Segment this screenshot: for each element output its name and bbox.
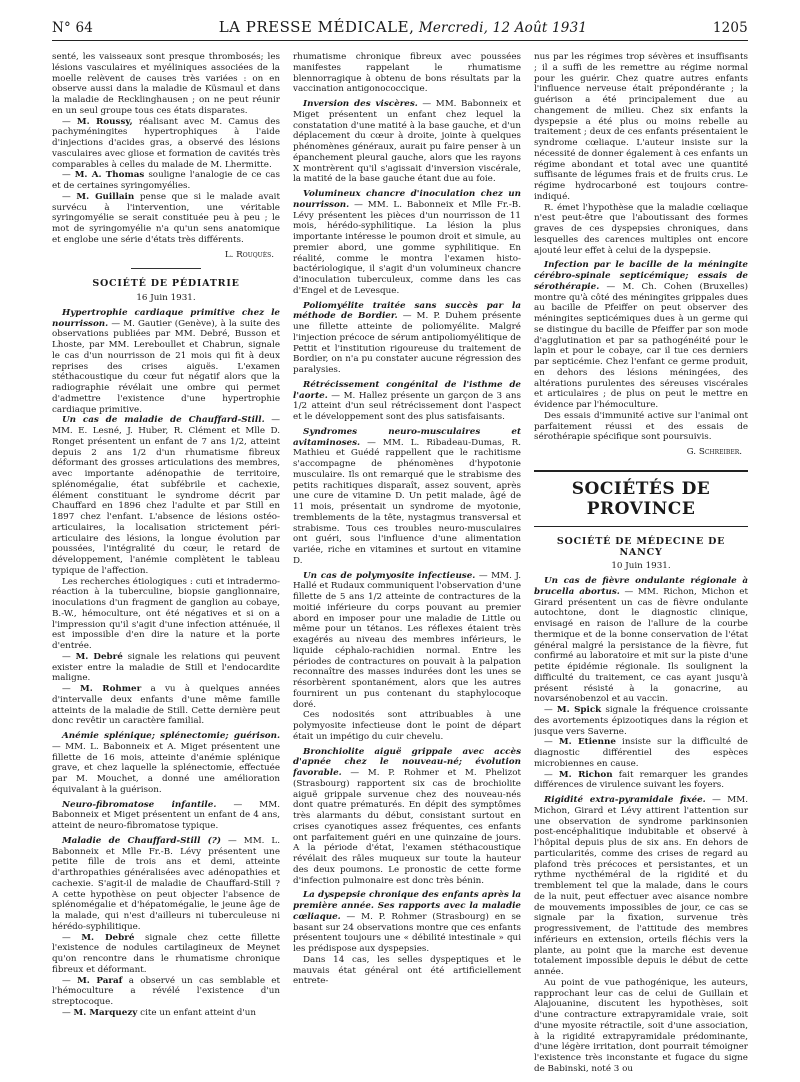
paragraph: R. émet l'hypothèse que la maladie cœliaque n'est peut-être que l'aboutissant des formes graves de ces dyspepsies chroniques, dans lesquelles des carences multiples ont encore ajouté leur effet à celui de la dyspepsie. (534, 202, 748, 256)
paragraph: Ces nodosités sont attribuables à une polymyosite infectieuse dont le point de départ était un impétigo du cuir chevelu. (293, 710, 521, 742)
paragraph: — M. Debré signale chez cette fillette l'existence de nodules cartilagineux de Meynet qu'on rencontre dans le rhumatisme chronique fibreux et déformant. (52, 932, 280, 975)
section-heading: SOCIÉTÉ DE PÉDIATRIE (92, 278, 240, 290)
author-name: M. Spick (556, 705, 602, 715)
paragraph: nus par les régimes trop sévères et insuffisants ; il a suffi de les remettre au régime normal pour les guérir. Chez quatre autres enfants l'influence nerveuse était prépondérante ; la guérison a été principalement due au changement de milieu. Chez six enfants la dyspepsie a été plus ou moins rebelle au traitement ; deux de ces enfants présentaient le syndrome cœliaque. L'auteur insiste sur la nécessité de donner également à ces enfants un régime abondant et total avec une quantité suffisante de légumes frais et de fruits crus. Le régime hydrocarboné est toujours contre-indiqué. (534, 52, 748, 202)
paragraph-text: signale chez cette fillette l'existence de nodules cartilagineux de Meynet qu'on rencontre dans le rhumatisme chronique fibreux et déformant. (52, 932, 280, 975)
article (293, 747, 521, 887)
article-text: — MM. Richon, Michon et Girard présentent un cas de fièvre ondulante autochtone, dont le diagnostic clinique, envisagé en raison de l'allure de la courbe thermique et de la bonne conservation de l'état général malgré la persistance de la fièvre, fut confirmé au laboratoire et mit sur la piste d'une petite épidémie régionale. Ils soulignent la difficulté du traitement, ce cas ayant jusqu'à présent résisté à la gonacrine, au novarsénobenzol et au vaccin. (534, 586, 748, 705)
section-date: 16 Juin 1931. (136, 293, 196, 303)
article-title: Un cas de maladie de Chauffard-Still. (62, 415, 265, 426)
article-text: — MM. Babonneix et Miget présentent un enfant de 4 ans, atteint de neuro-fibromatose typique. (52, 799, 280, 831)
article-title: Poliomyélite traitée sans succès par la méthode de Bordier. (293, 300, 521, 322)
author-name: M. Roussy, (76, 116, 133, 127)
paragraph-text: fait remarquer les grandes différences de virulence suivant les foyers. (534, 769, 748, 791)
article (52, 800, 280, 832)
article-title: Un cas de polymyosite infectieuse. (303, 570, 476, 581)
paragraph-text: insiste sur la difficulté de diagnostic différentiel des espèces microbiennes en cause. (534, 737, 748, 769)
article-title: Un cas de fièvre ondulante régionale à brucella abortus. (534, 576, 748, 597)
article-title: Hypertrophie cardiaque primitive chez le nourrisson. (52, 307, 280, 329)
article-title: Anémie splénique; splénectomie; guérison. (62, 731, 280, 741)
signature: G. Schreiber. (686, 447, 742, 457)
page-number: N° 64 (52, 20, 94, 36)
page-header (52, 18, 748, 41)
article (52, 836, 280, 933)
journal-masthead (219, 18, 587, 36)
article-title: Infection par le bacille de la méningite cérébro-spinale septicémique; essais de sérothérapie. (534, 260, 748, 292)
article-title: Maladie de Chauffard-Still (?) (62, 835, 222, 846)
paragraph: Les recherches étiologiques : cuti et intradermo-réaction à la tuberculine, biopsie ganglionnaire, inoculations d'un fragment de ganglion au cobaye, B.-W., hémoculture, ont été négatives et si on a l'impression qu'il s'agit d'une infection atténuée, il est impossible d'en dire la nature et la porte d'entrée. (52, 576, 280, 651)
article-text: — M. P. Duhem présente une fillette atteinte de poliomyélite. Malgré l'injection précoce de sérum antipoliomyélitique de Pettit et l'institution rigoureuse du traitement de Bordier, on n'a pu constater aucune régression des paralysies. (293, 311, 521, 375)
paragraph-text: signale la fréquence croissante des avortements épizootiques dans la région et jusque vers Saverne. (534, 705, 748, 737)
author-name: M. Debré (75, 651, 123, 662)
author-name: M. Paraf (77, 975, 123, 986)
author-name: M. Guillain (76, 191, 135, 202)
paragraph-text: cite un enfant atteint d'un (137, 1007, 257, 1018)
paragraph: Des essais d'immunité active sur l'animal ont parfaitement réussi et des essais de sérothérapie spécifique sont poursuivis. (534, 410, 748, 443)
section-heading: SOCIÉTÉ DE MÉDECINE DE NANCY (556, 535, 726, 558)
paragraph: — M. Paraf a observé un cas semblable et l'hémoculture a révélé l'existence d'un streptocoque. (52, 975, 280, 1007)
article (52, 415, 280, 576)
divider (131, 268, 201, 269)
paragraph: Dans 14 cas, les selles dyspeptiques et le mauvais état général ont été artificiellement entrete- (293, 954, 521, 987)
author-name: M. Debré (81, 932, 135, 943)
paragraph-text: a vu à quelques années d'intervalle deux enfants d'une même famille atteints de la maladie de Still. Cette dernière peut donc revêtir un caractère familial. (52, 684, 280, 727)
signature: L. Rouquès. (224, 249, 274, 260)
article (293, 427, 521, 567)
article (293, 571, 521, 711)
article-text: — MM. Babonneix et Miget présentent un enfant chez lequel la constatation d'une matité à la base gauche, et d'un déplacement du cœur à droite, jointe à quelques phénomènes généraux, aurait pu faire penser à un épanchement pleural gauche, alors que les rayons X montrèrent qu'il s'agissait d'inversion viscérale, la matité de la base gauche étant due au foie. (293, 99, 521, 185)
journal-title: LA PRESSE MÉDICALE, (218, 18, 415, 36)
article-title: Volumineux chancre d'inoculation chez un nourrisson. (293, 189, 521, 210)
article-text: — M. P. Rohmer (Strasbourg) en se basant sur 24 observations montre que ces enfants présentent toujours une « débilité intestinale » qui les prédispose aux dyspepsies. (293, 911, 521, 954)
paragraph: — M. Roussy, réalisant avec M. Camus des pachyméningites hypertrophiques à l'aide d'injections d'acides gras, a observé des lésions vasculaires avec gliose et formation de cavités très comparables à celles du malade de M. Lhermitte. (52, 116, 280, 170)
author-name: M. Marquezy (73, 1007, 138, 1018)
article-text: — MM. E. Lesné, J. Huber, R. Clément et Mlle D. Ronget présentent un enfant de 7 ans 1/2, atteint depuis 2 ans 1/2 d'un rhumatisme fibreux déformant des grosses articulations des membres, avec importante adénopathie de territoire, splénomégalie, état subfébrile et cachexie, élément constituant le syndrome décrit par Chauffard en 1896 chez l'adulte et par Still en 1897 chez l'enfant. L'absence de lésions ostéo-articulaires, la localisation strictement péri-articulaire des lésions, la longue évolution par poussées, l'intégralité du cœur, le retard de développement, l'anémie complètent le tableau typique de l'affection. (52, 415, 280, 576)
column-2 (293, 52, 521, 1072)
article-title: Inversion des viscères. (303, 99, 418, 109)
article-text: — M. Ch. Cohen (Bruxelles) montre qu'à côté des méningites grippales dues au bacille de Pfeiffer on peut observer des méningites septicémiques dues à un germe qui se distingue du bacille de Pfeiffer par son mode d'agglutination et par sa pathogénéité pour le lapin et pour le cobaye, car il tue ces derniers par septicémie. Chez l'enfant ce germe produit, en dehors des lésions méningées, des altérations purulentes des séreuses viscérales et articulaires ; de plus on peut le mettre en évidence par l'hémoculture. (534, 281, 748, 410)
article-title: Rigidité extra-pyramidale fixée. (544, 795, 706, 805)
paragraph-text: réalisant avec M. Camus des pachyméningites hypertrophiques à l'aide d'injections d'acides gras, a observé des lésions vasculaires avec gliose et formation de cavités très comparables à celles du malade de M. Lhermitte. (52, 116, 280, 170)
article (293, 189, 521, 297)
article-title: La dyspepsie chronique des enfants après la première année. Ses rapports avec la maladie cœliaque. (293, 890, 521, 922)
author-name: M. Rohmer (80, 684, 142, 694)
article (293, 301, 521, 376)
paragraph: — M. Etienne insiste sur la difficulté de diagnostic différentiel des espèces microbiennes en cause. (534, 737, 748, 769)
paragraph: — M. A. Thomas souligne l'analogie de ce cas et de certaines syringomyélies. (52, 170, 280, 191)
article (293, 890, 521, 955)
article-text: — M. Hallez présente un garçon de 3 ans 1/2 atteint d'un seul rétrécissement dont l'aspect et le développement sont des plus satisfaisants. (293, 390, 521, 422)
article-text: — MM. L. Ribadeau-Dumas, R. Mathieu et Guédé rappellent que le rachitisme s'accompagne de phénomènes d'hypotonie musculaire. Ils ont remarqué que le strabisme des petits rachitiques disparaît, assez souvent, après une cure de vitamine D. Un petit malade, âgé de 11 mois, présentait un syndrome de myotonie, tremblements de la tête, nystagmus transversal et strabisme. Tous ces troubles neuro-musculaires ont guéri, sous l'influence d'une alimentation variée, riche en vitamines et surtout en vitamine D. (293, 437, 521, 566)
paragraph-text: pense que si le malade avait survécu à l'intervention, une véritable syringomyélie se serait constituée peu à peu ; le mot de syringomyélie n'a qu'un sens anatomique et englobe une série d'états très différents. (52, 191, 280, 245)
paragraph: — M. Richon fait remarquer les grandes différences de virulence suivant les foyers. (534, 769, 748, 791)
article (534, 260, 748, 411)
article (534, 576, 748, 705)
paragraph: — M. Marquezy cite un enfant atteint d'un (62, 1007, 257, 1018)
paragraph: — M. Guillain pense que si le malade avait survécu à l'intervention, une véritable syringomyélie se serait constituée peu à peu ; le mot de syringomyélie n'a qu'un sens anatomique et englobe une série d'états très différents. (52, 191, 280, 245)
paragraph: — M. Spick signale la fréquence croissante des avortements épizootiques dans la région et jusque vers Saverne. (534, 705, 748, 737)
article (52, 731, 280, 796)
article (534, 795, 748, 978)
author-name: M. A. Thomas (74, 170, 145, 181)
article-title: Bronchiolite aiguë grippale avec accès d'apnée chez le nouveau-né; évolution favorable. (293, 746, 521, 778)
article (293, 380, 521, 423)
article-text: — MM. Michon, Girard et Lévy attirent l'attention sur une observation de syndrome parkinsonien post-encéphalitique indubitable et observé à l'hôpital depuis plus de six ans. En dehors de particularités, comme des crises de regard au plafond très précoces et persistantes, et un rythme nycthéméral de la rigidité et du tremblement tel que la malade, dans le cours de la nuit, peut effectuer avec aisance nombre de mouvements impossibles de jour, ce cas se signale par la fixation, survenue très progressivement, de l'attitude des membres inférieurs en extension, orteils fléchis vers la plante, au point que la marche est devenue totalement impossible depuis le début de cette année. (534, 795, 748, 977)
folio: 1205 (712, 20, 748, 36)
paragraph-text: a observé un cas semblable et l'hémoculture a révélé l'existence d'un streptocoque. (52, 975, 280, 1007)
paragraph-text: souligne l'analogie de ce cas et de certaines syringomyélies. (52, 170, 280, 191)
paragraph: Au point de vue pathogénique, les auteurs, rapprochant leur cas de celui de Guillain et Alajouanine, discutent les hypothèses, soit d'une contracture extrapyramidale vraie, soit d'une myosite rétractile, soit d'une association, à la rigidité extrapyramidale prédominante, d'une légère irritation, dont pourrait témoigner l'existence très inconstante et fugace du signe de Babinski, noté 3 ou (534, 977, 748, 1072)
author-name: M. Etienne (558, 737, 616, 748)
article-text: — MM. L. Babonneix et Mlle Fr.-B. Lévy présentent une petite fille de trois ans et demi, atteinte d'arthropathies généralisées avec adénopathies et cachexie. S'agit-il de maladie de Chauffard-Still ? A cette hypothèse on peut objecter l'absence de splénomégalie et d'hépatomégalie, le jeune âge de la malade, qui n'est d'ailleurs ni tuberculeuse ni hérédo-syphilitique. (52, 835, 280, 932)
column-1 (52, 52, 280, 1072)
issue-date: Mercredi, 12 Août 1931 (418, 20, 588, 36)
article-text: — MM. L. Babonneix et Mlle Fr.-B. Lévy présentent les pièces d'un nourrisson de 11 mois, hérédo-syphilitique. La lésion la plus importante intéresse le poumon droit et simule, au premier abord, une gomme syphilitique. En réalité, comme le montra l'examen histo-bactériologique, il s'agit d'un volumineux chancre d'inoculation tuberculeux, comme dans les cas d'Engel et de Levesque. (293, 199, 521, 296)
paragraph-text: signale les relations qui peuvent exister entre la maladie de Still et l'endocardite maligne. (52, 651, 280, 684)
paragraph: rhumatisme chronique fibreux avec poussées manifestes rappelant le rhumatisme blennorragique à obtenu de bons résultats par la vaccination antigonococcique. (293, 52, 521, 95)
section-date: 10 Juin 1931. (611, 561, 671, 572)
column-3 (534, 52, 748, 1072)
article-title: Neuro-fibromatose infantile. (62, 799, 217, 810)
paragraph: senté, les vaisseaux sont presque thrombosés; les lésions vasculaires et myéliniques associées de la moelle relèvent de causes très variées : on en observe aussi dans la maladie de Küsmaul et dans la maladie de Recklinghausen ; on ne peut réunir en un seul groupe tous ces états disparates. (52, 52, 280, 116)
article-text: — MM. L. Babonneix et A. Miget présentent une fillette de 16 mois, atteinte d'anémie splénique grave, et chez laquelle la splénectomie, effectuée par M. Mouchet, a donné une amélioration équivalant à la guérison. (52, 741, 280, 795)
article-text: — M. P. Rohmer et M. Phelizot (Strasbourg) rapportent six cas de brochiolite aiguë grippale survenue chez des nouveau-nés dont quatre prématurés. En dépit des symptômes très alarmants du début, consistant surtout en crises cyanotiques assez fréquentes, ces enfants ont parfaitement guéri en une quinzaine de jours. A la période d'état, l'examen stéthacoustique révélait des râles muqueux sur toute la hauteur des deux poumons. Le pronostic de cette forme d'infection pulmonaire est donc très bénin. (293, 768, 521, 886)
paragraph: — M. Debré signale les relations qui peuvent exister entre la maladie de Still et l'endocardite maligne. (52, 651, 280, 684)
author-name: M. Richon (558, 769, 613, 780)
article (293, 99, 521, 185)
paragraph: — M. Rohmer a vu à quelques années d'intervalle deux enfants d'une même famille atteints de la maladie de Still. Cette dernière peut donc revêtir un caractère familial. (52, 684, 280, 727)
section-banner: SOCIÉTÉS DE PROVINCE (534, 470, 748, 527)
article-text: — M. Gautier (Genève), à la suite des observations publiées par MM. Debré, Busson et Lhoste, par MM. Lereboullet et Chabrun, signale le cas d'un nourrisson de 21 mois qui fit à deux reprises des crises aiguës. L'examen stéthacoustique du cœur fut négatif alors que la radiographie révélait une ombre qui permet d'admettre l'existence d'une hypertrophie cardiaque primitive. (52, 318, 280, 415)
article-title: Rétrécissement congénital de l'isthme de l'aorte. (293, 379, 521, 401)
article-title: Syndromes neuro-musculaires et avitaminoses. (293, 426, 521, 448)
article-text: — MM. J. Hallé et Rudaux communiquent l'observation d'une fillette de 5 ans 1/2 atteinte de contractures de la moitié inférieure du corps pouvant au premier abord en imposer pour une maladie de Little ou même pour un tétanos. Les réflexes étaient très exagérés au niveau des membres inférieurs, le liquide céphalo-rachidien normal. Entre les périodes de contractures on pouvait à la palpation reconnaître des masses indurées dont les unes se résorbèrent spontanément, alors que les autres fournirent un pus contenant du staphylocoque doré. (293, 570, 521, 710)
article (52, 308, 280, 416)
